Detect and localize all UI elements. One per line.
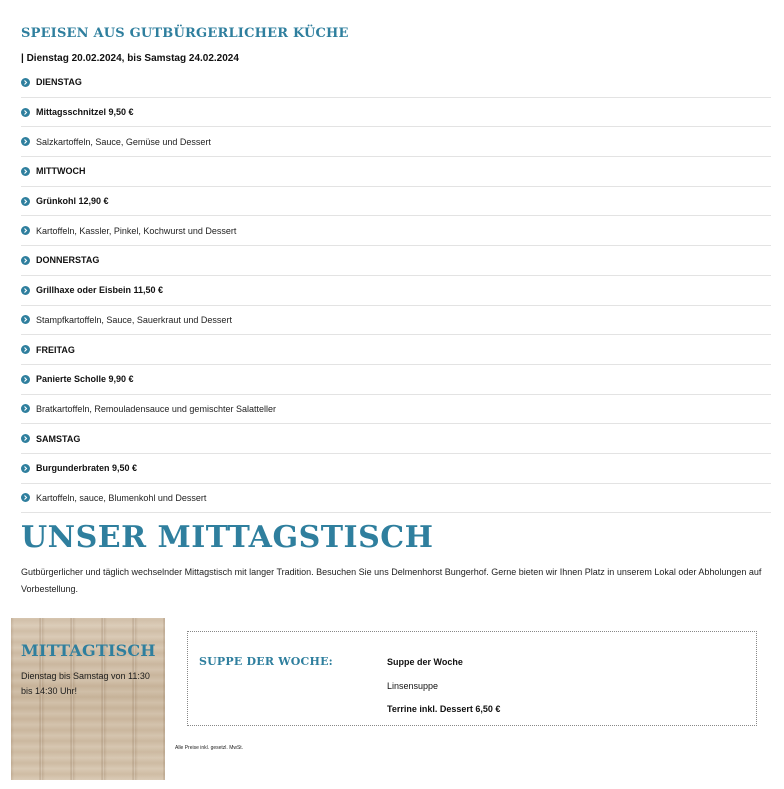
intro-paragraph: Gutbürgerlicher und täglich wechselnder Mittagstisch mit langer Tradition. Besuchen Sie uns Delmenhorst Bungerhof. Gerne bieten wir Ihnen Platz in unserem Lokal oder Abholungen auf Vorbestellung. [21,567,762,594]
menu-item [21,276,771,306]
chevron-right-icon [21,404,30,413]
menu-item [21,68,771,98]
menu-item-label: Panierte Scholle 9,90 € [36,374,134,385]
chevron-right-icon [21,108,30,117]
menu-item-label: MITTWOCH [36,166,86,177]
chevron-right-icon [21,197,30,206]
chevron-right-icon [21,226,30,235]
menu-item-label: Bratkartoffeln, Remouladensauce und gemischter Salatteller [36,403,276,414]
chevron-right-icon [21,78,30,87]
menu-item-label: Salzkartoffeln, Sauce, Gemüse und Dessert [36,136,211,147]
menu-item-label: Burgunderbraten 9,50 € [36,463,138,474]
menu-item-label: DIENSTAG [36,77,82,88]
soup-heading: Suppe der Woche [387,657,463,667]
menu-item [21,365,771,395]
soup-name: Linsensuppe [387,681,439,691]
weekly-menu-list [21,68,771,513]
section-title: SPEISEN AUS GUTBÜRGERLICHER KÜCHE [21,26,349,41]
chevron-right-icon [21,375,30,384]
menu-item [21,454,771,484]
date-range: | Dienstag 20.02.2024, bis Samstag 24.02.2024 [21,53,239,64]
menu-item-label: DONNERSTAG [36,255,100,266]
menu-item [21,335,771,365]
soup-of-the-week-box [187,631,757,726]
chevron-right-icon [21,464,30,473]
chevron-right-icon [21,493,30,502]
menu-item [21,98,771,128]
menu-item [21,187,771,217]
menu-item [21,484,771,514]
chevron-right-icon [21,256,30,265]
menu-item-label: FREITAG [36,344,75,355]
chevron-right-icon [21,345,30,354]
menu-item [21,424,771,454]
chevron-right-icon [21,434,30,443]
chevron-right-icon [21,315,30,324]
menu-item-label: Kartoffeln, Kassler, Pinkel, Kochwurst und Dessert [36,225,237,236]
menu-item-label: Grünkohl 12,90 € [36,196,109,207]
menu-item-label: Kartoffeln, sauce, Blumenkohl und Dessert [36,492,207,503]
opening-hours-title: MITTAGTISCH [21,641,156,660]
soup-title: SUPPE DER WOCHE: [199,655,333,668]
chevron-right-icon [21,137,30,146]
menu-item [21,395,771,425]
chevron-right-icon [21,286,30,295]
menu-item-label: Stampfkartoffeln, Sauce, Sauerkraut und Dessert [36,314,232,325]
menu-item [21,157,771,187]
menu-item-label: Grillhaxe oder Eisbein 11,50 € [36,285,164,296]
chevron-right-icon [21,167,30,176]
soup-price: Terrine inkl. Dessert 6,50 € [387,704,501,714]
menu-item [21,306,771,336]
menu-item [21,216,771,246]
menu-item-label: Mittagsschnitzel 9,50 € [36,107,134,118]
menu-item [21,127,771,157]
opening-hours-card [11,618,165,780]
menu-item [21,246,771,276]
opening-hours-text: Dienstag bis Samstag von 11:30 bis 14:30 Uhr! [21,671,150,696]
page-title: UNSER MITTAGSTISCH [21,520,434,555]
menu-item-label: SAMSTAG [36,433,81,444]
vat-note: Alle Preise inkl. gesetzl. MwSt. [175,745,244,751]
